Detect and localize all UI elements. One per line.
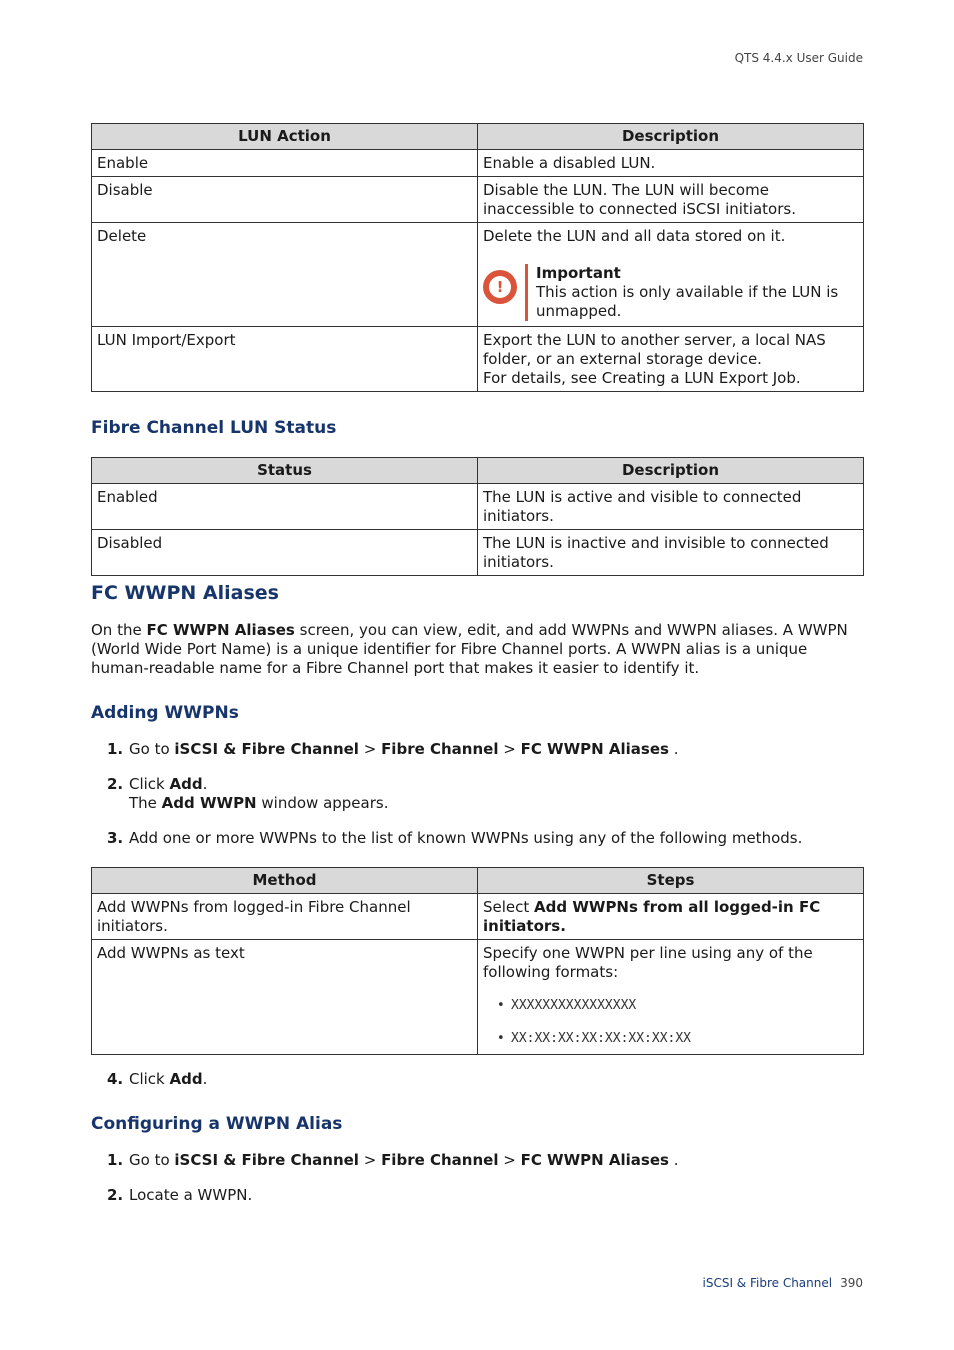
table-header-row xyxy=(92,868,864,894)
column-header: Method xyxy=(92,868,478,894)
list-item: • XXXXXXXXXXXXXXXX xyxy=(497,998,637,1013)
bold-text: FC WWPN Aliases xyxy=(146,621,295,639)
text-run: screen, you can view, edit, and add WWPNs and WWPN aliases. A WWPN (World Wide Port Name) is a unique identifier for Fibre Channel ports. A WWPN alias is a unique human-readable name for a Fibre Channel port that makes it easier to identify it. xyxy=(91,621,848,677)
callout-text: This action is only available if the LUN is unmapped. xyxy=(536,283,839,320)
table-cell: Disable xyxy=(92,177,478,223)
step-number: 2. xyxy=(107,775,124,793)
cell-text: Export the LUN to another server, a local NAS folder, or an external storage device. xyxy=(483,331,826,368)
table-row xyxy=(92,223,864,327)
table-header-row xyxy=(92,124,864,150)
methods-table xyxy=(91,867,864,1055)
table-cell: Add WWPNs from logged-in Fibre Channel initiators. xyxy=(92,894,478,940)
table-cell: The LUN is active and visible to connected initiators. xyxy=(478,484,864,530)
table-cell: Add WWPNs as text xyxy=(92,940,478,1055)
table-cell: Enable a disabled LUN. xyxy=(478,150,864,177)
text-run: On the xyxy=(91,621,147,639)
step-text: Go to iSCSI & Fibre Channel > Fibre Channel > FC WWPN Aliases . xyxy=(129,1151,679,1169)
step-number: 1. xyxy=(107,1151,124,1169)
step-text: Add one or more WWPNs to the list of known WWPNs using any of the following methods. xyxy=(129,829,803,847)
page-number: 390 xyxy=(840,1276,863,1290)
table-cell: Select Add WWPNs from all logged-in FC initiators. xyxy=(478,894,864,940)
lun-status-table xyxy=(91,457,864,576)
table-cell: Enabled xyxy=(92,484,478,530)
step-text: Go to iSCSI & Fibre Channel > Fibre Channel > FC WWPN Aliases . xyxy=(129,740,679,758)
step-number: 4. xyxy=(107,1070,124,1088)
format-list xyxy=(483,996,858,1048)
table-row xyxy=(92,177,864,223)
column-header: Steps xyxy=(478,868,864,894)
running-header: QTS 4.4.x User Guide xyxy=(734,51,863,65)
intro-paragraph xyxy=(91,621,864,678)
step-number: 3. xyxy=(107,829,124,847)
table-row xyxy=(92,150,864,177)
section-heading: Fibre Channel LUN Status xyxy=(91,418,337,438)
cell-text: Specify one WWPN per line using any of the following formats: xyxy=(483,944,813,981)
cross-reference-text: For details, see Creating a LUN Export Job. xyxy=(483,369,801,387)
footer-section-name: iSCSI & Fibre Channel xyxy=(702,1276,833,1290)
step-text: Locate a WWPN. xyxy=(129,1186,253,1204)
cell-text: Delete the LUN and all data stored on it. xyxy=(483,227,786,245)
table-header-row xyxy=(92,458,864,484)
exclamation-glyph: ! xyxy=(489,276,511,298)
column-header: Description xyxy=(478,458,864,484)
table-cell: The LUN is inactive and invisible to connected initiators. xyxy=(478,530,864,576)
column-header: Status xyxy=(92,458,478,484)
section-heading: FC WWPN Aliases xyxy=(91,582,279,604)
column-header: Description xyxy=(478,124,864,150)
page-footer xyxy=(703,1276,864,1290)
important-callout xyxy=(483,264,858,321)
table-cell: Disabled xyxy=(92,530,478,576)
table-cell: Enable xyxy=(92,150,478,177)
step-text: Click Add. The Add WWPN window appears. xyxy=(129,775,389,812)
step-text: Click Add. xyxy=(129,1070,208,1088)
step-number: 1. xyxy=(107,740,124,758)
table-row xyxy=(92,530,864,576)
table-cell: Delete xyxy=(92,223,478,327)
subsection-heading: Configuring a WWPN Alias xyxy=(91,1114,343,1134)
table-cell xyxy=(478,940,864,1055)
table-row xyxy=(92,484,864,530)
column-header: LUN Action xyxy=(92,124,478,150)
table-row xyxy=(92,894,864,940)
lun-actions-table xyxy=(91,123,864,392)
warning-icon xyxy=(483,270,517,304)
step-number: 2. xyxy=(107,1186,124,1204)
table-cell xyxy=(478,327,864,392)
list-item: • XX:XX:XX:XX:XX:XX:XX:XX xyxy=(497,1031,692,1046)
table-cell: LUN Import/Export xyxy=(92,327,478,392)
table-row xyxy=(92,327,864,392)
table-cell xyxy=(478,223,864,327)
table-cell: Disable the LUN. The LUN will become inaccessible to connected iSCSI initiators. xyxy=(478,177,864,223)
subsection-heading: Adding WWPNs xyxy=(91,703,239,723)
table-row xyxy=(92,940,864,1055)
callout-divider xyxy=(525,264,528,321)
callout-title: Important xyxy=(536,264,621,282)
